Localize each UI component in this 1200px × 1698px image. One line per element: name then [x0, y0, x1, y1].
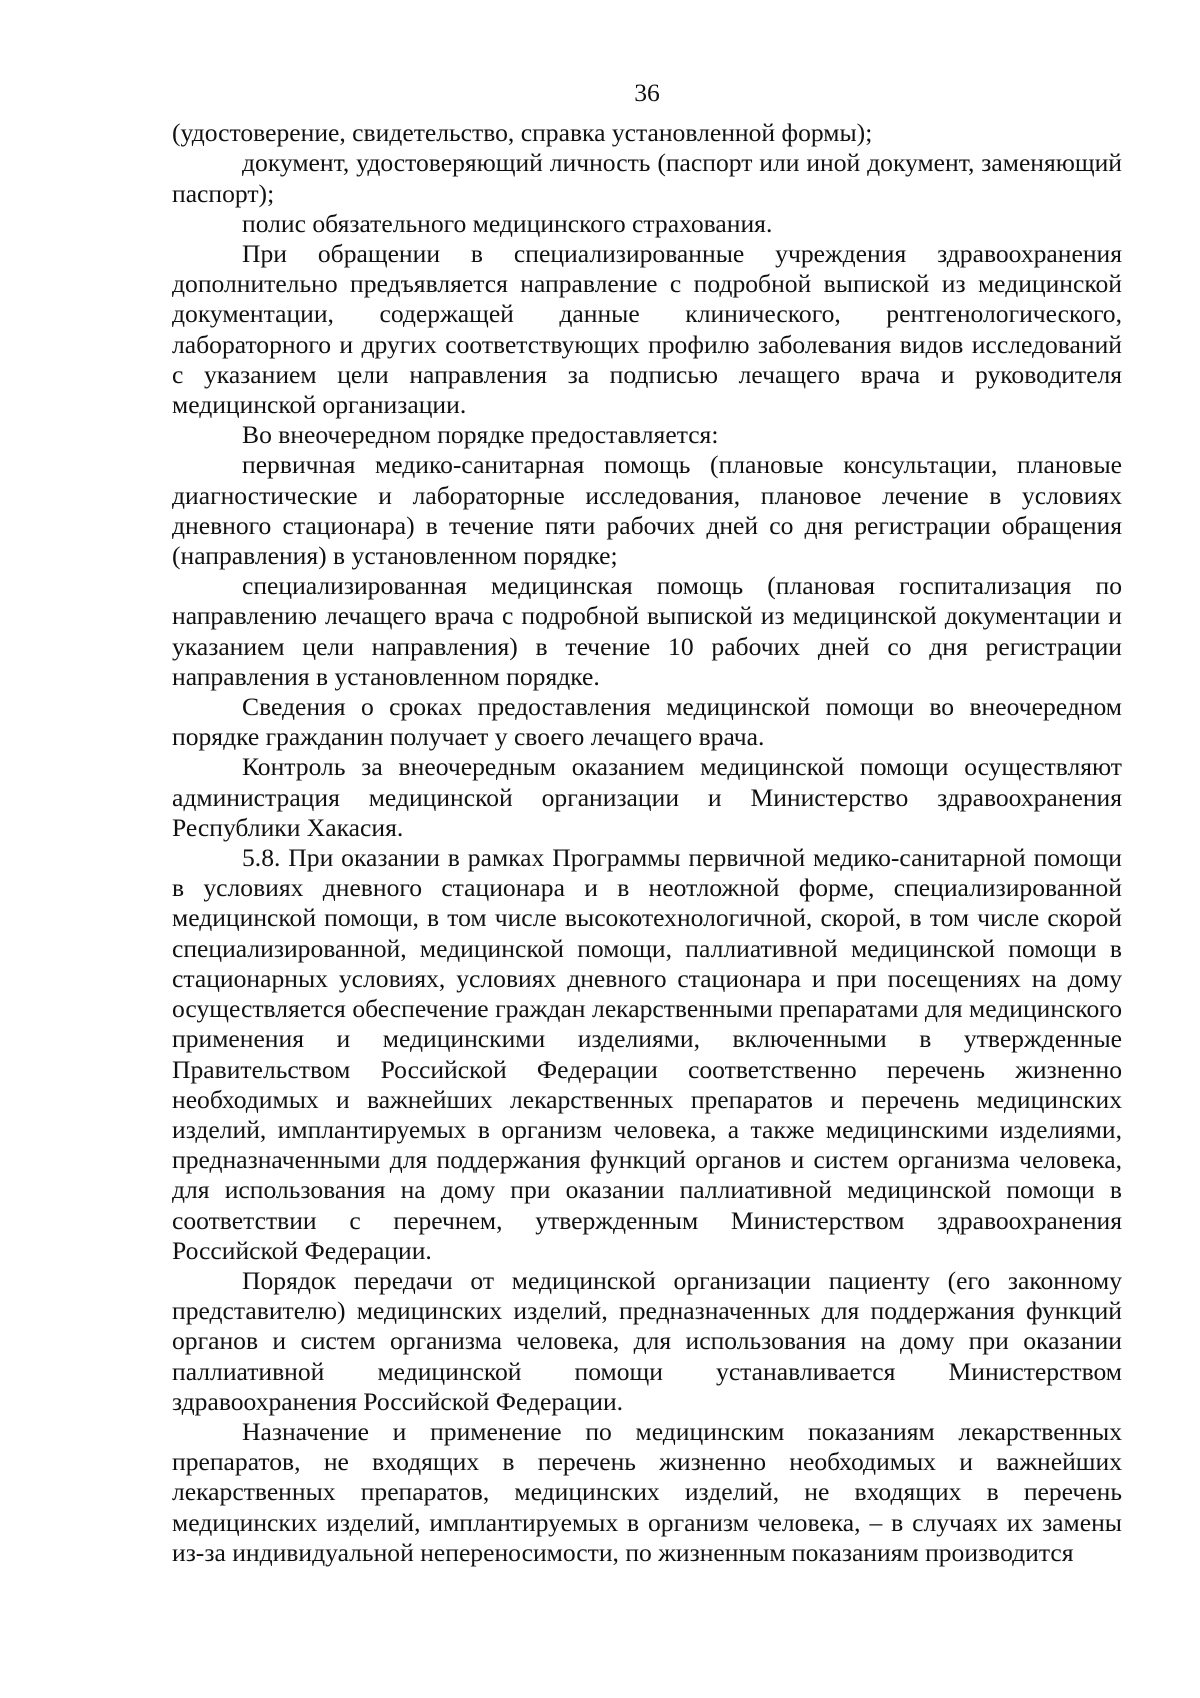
paragraph-section-5-8: 5.8. При оказании в рамках Программы первичной медико-санитарной помощи в условиях дневного стационара и в неотложной форме, специализированной медицинской помощи, в том числе высокотехнологичной, скорой, в том числе скорой специализированной, медицинской помощи, паллиативной медицинской помощи в стационарных условиях, условиях дневного стационара и при посещениях на дому осуществляется обеспечение граждан лекарственными препаратами для медицинского применения и медицинскими изделиями, включенными в утвержденные Правительством Российской Федерации соответственно перечень жизненно необходимых и важнейших лекарственных препаратов и перечень медицинских изделий, имплантируемых в организм человека, а также медицинскими изделиями, предназначенными для поддержания функций органов и систем организма человека, для использования на дому при оказании паллиативной медицинской помощи в соответствии с перечнем, утвержденным Министерством здравоохранения Российской Федерации. [172, 843, 1122, 1265]
document-page [172, 78, 1122, 1568]
paragraph-insurance-policy: полис обязательного медицинского страхования. [242, 208, 773, 238]
paragraph-priority-intro: Во внеочередном порядке предоставляется: [242, 420, 719, 450]
paragraph-primary-care: первичная медико-санитарная помощь (плановые консультации, плановые диагностические и лабораторные исследования, плановое лечение в условиях дневного стационара) в течение пяти рабочих дней со дня регистрации обращения (направления) в установленном порядке; [172, 450, 1122, 571]
paragraph-documents-continued: (удостоверение, свидетельство, справка установленной формы); [172, 118, 873, 148]
paragraph-specialized-care: специализированная медицинская помощь (плановая госпитализация по направлению лечащего врача с подробной выпиской из медицинской документации и указанием цели направления) в течение 10 рабочих дней со дня регистрации направления в установленном порядке. [172, 571, 1122, 691]
paragraph-prescription: Назначение и применение по медицинским показаниям лекарственных препаратов, не входящих в перечень жизненно необходимых и важнейших лекарственных препаратов, медицинских изделий, не входящих в перечень медицинских изделий, имплантируемых в организм человека, – в случаях их замены из-за индивидуальной непереносимости, по жизненным показаниям производится [172, 1416, 1122, 1567]
paragraph-specialized-referral: При обращении в специализированные учреждения здравоохранения дополнительно предъявляется направление с подробной выпиской из медицинской документации, содержащей данные клинического, рентгенологического, лабораторного и других соответствующих профилю заболевания видов исследований с указанием цели направления за подписью лечащего врача и руководителя медицинской организации. [172, 239, 1122, 420]
page-number: 36 [634, 78, 660, 107]
paragraph-transfer-procedure: Порядок передачи от медицинской организации пациенту (его законному представителю) медицинских изделий, предназначенных для поддержания функций органов и систем организма человека, для использования на дому при оказании паллиативной медицинской помощи устанавливается Министерством здравоохранения Российской Федерации. [172, 1265, 1122, 1416]
paragraph-identity-document: документ, удостоверяющий личность (паспорт или иной документ, заменяющий паспорт); [172, 148, 1122, 208]
paragraph-timing-info: Сведения о сроках предоставления медицинской помощи во внеочередном порядке гражданин получает у своего лечащего врача. [172, 692, 1122, 752]
paragraph-control: Контроль за внеочередным оказанием медицинской помощи осуществляют администрация медицинской организации и Министерство здравоохранения Республики Хакасия. [172, 752, 1122, 842]
